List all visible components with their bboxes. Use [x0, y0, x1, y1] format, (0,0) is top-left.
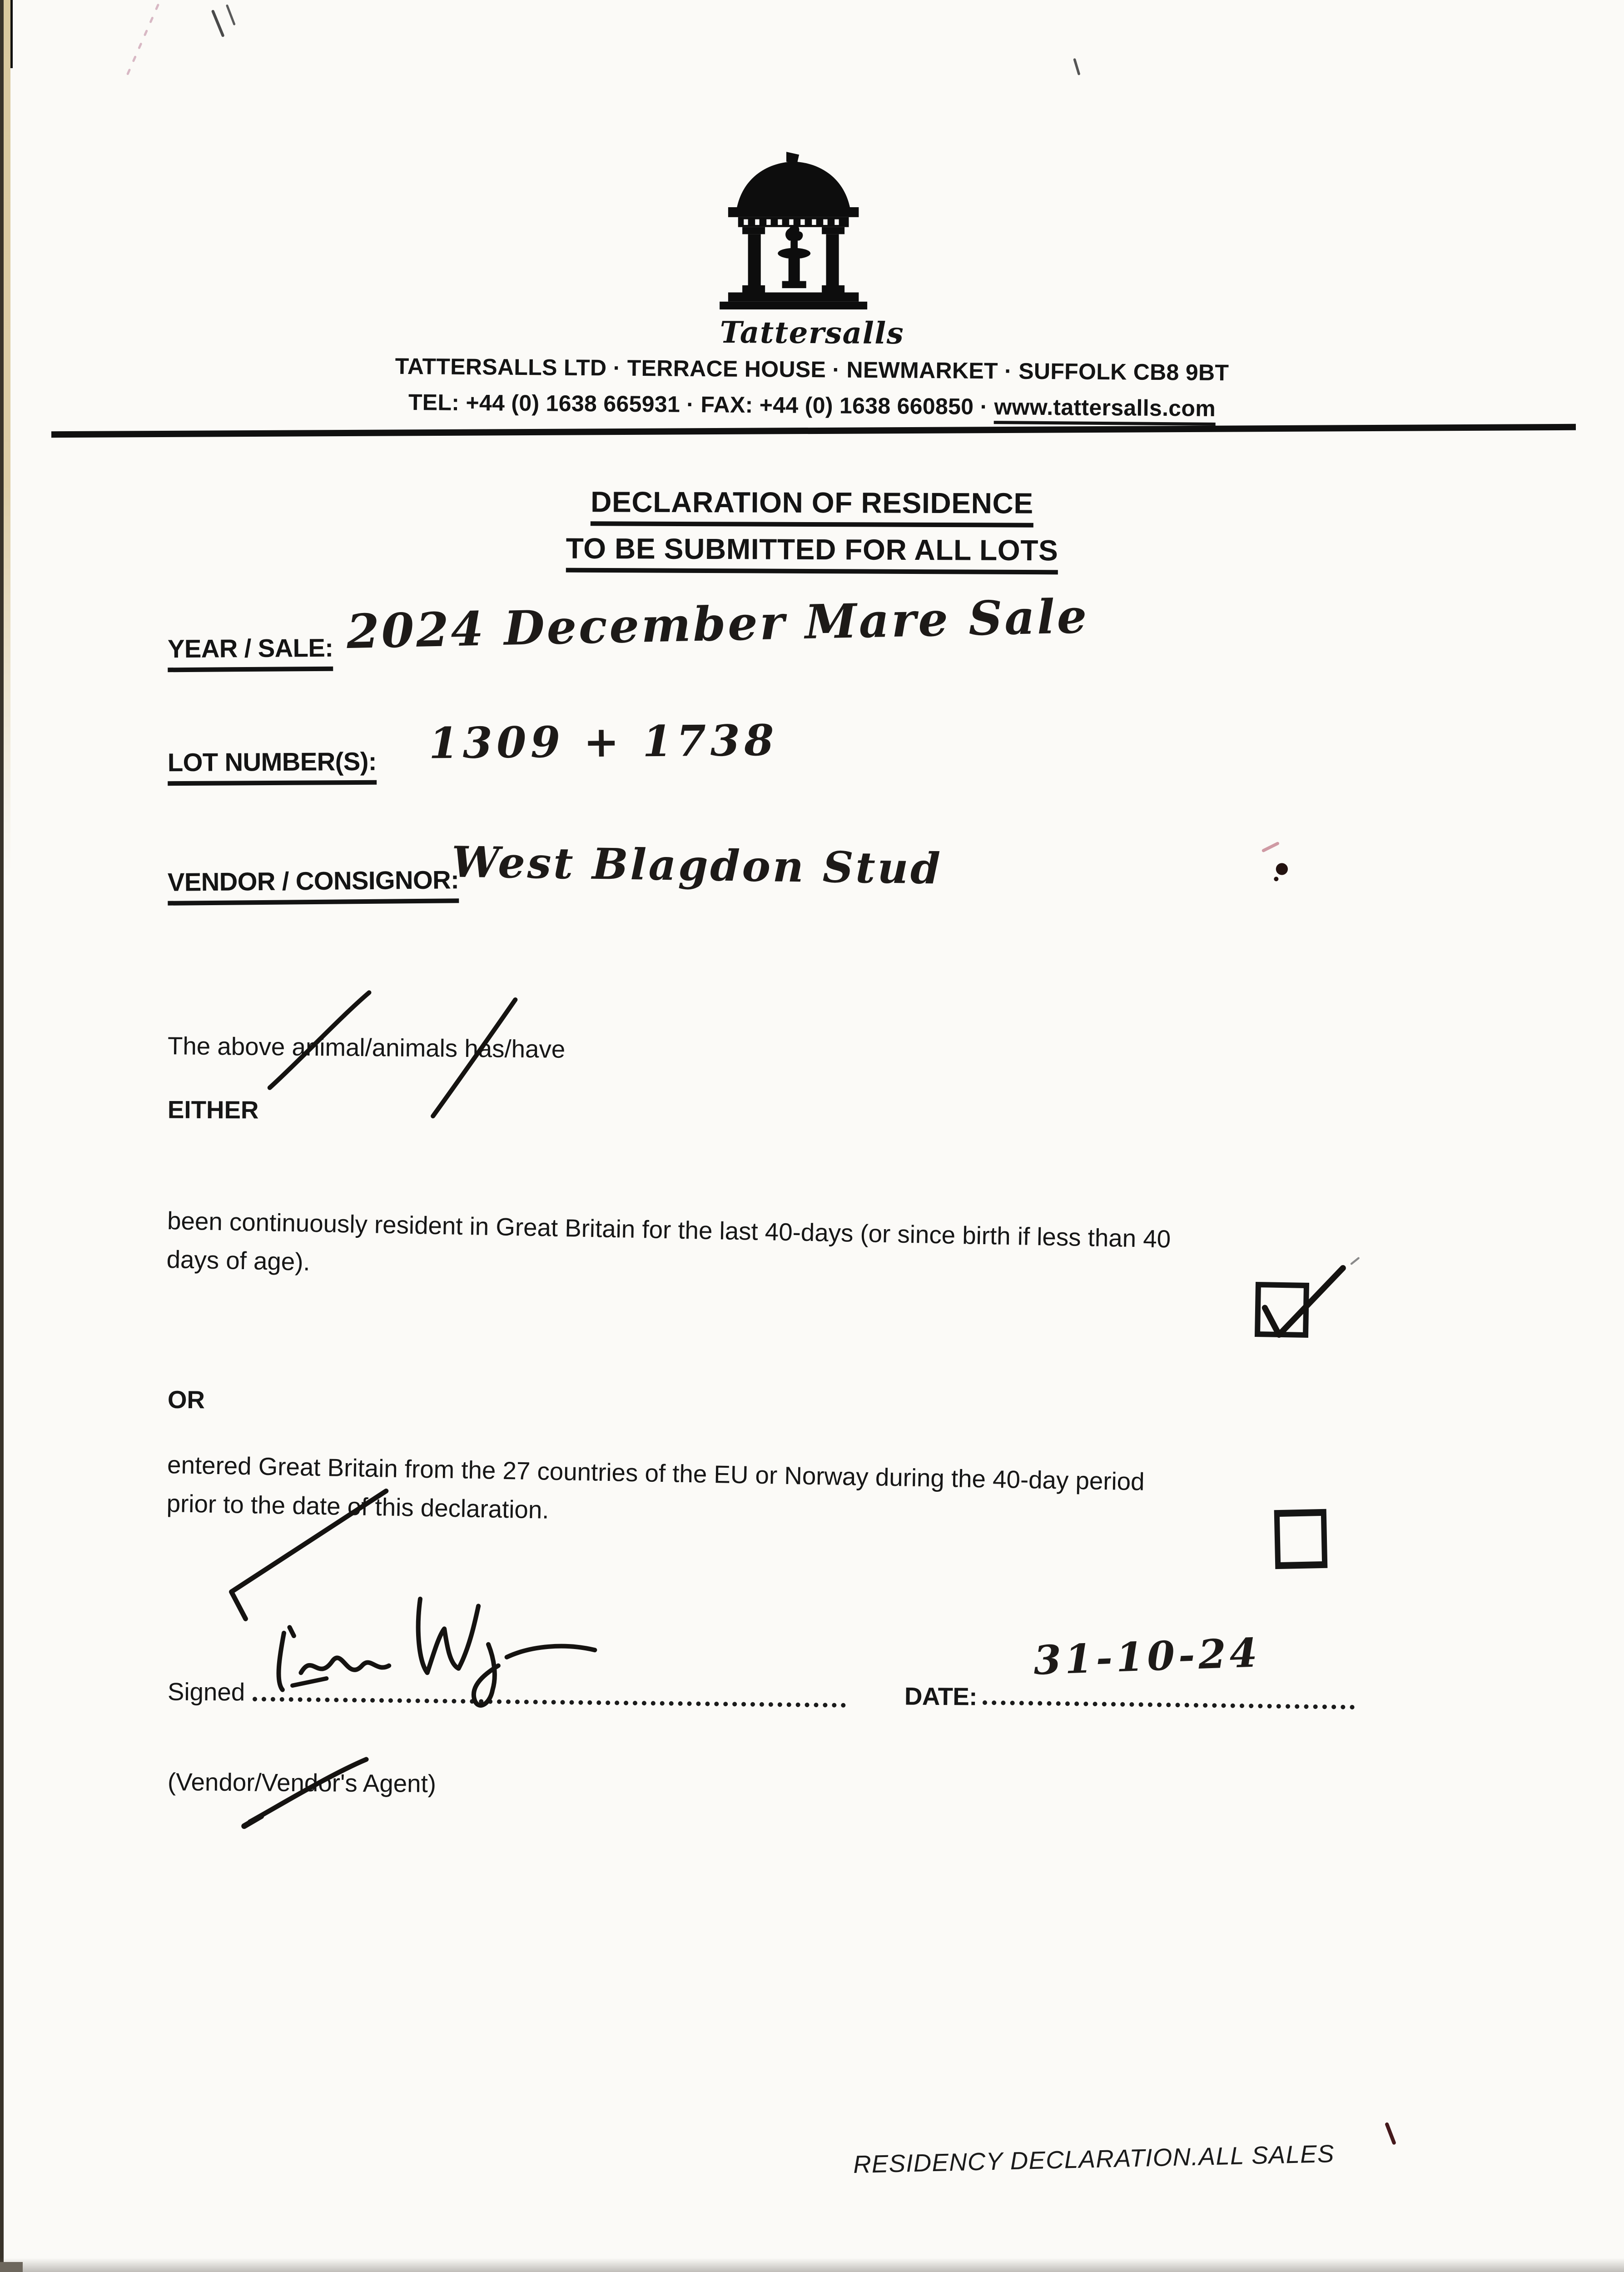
signature-lead-stroke [231, 1491, 386, 1619]
stray-tick-mark-top [1075, 60, 1079, 74]
stray-slash-mark-1 [213, 11, 223, 35]
year-sale-label: YEAR / SALE: [167, 633, 333, 672]
declaration-intro: The above animal/animals has/have [167, 1031, 566, 1063]
option2-line1: entered Great Britain from the 27 countries of the EU or Norway during the 40-day period [167, 1450, 1145, 1496]
vendor-agent-note: (Vendor/Vendor's Agent) [167, 1768, 436, 1798]
signature-scrawl [279, 1599, 595, 1705]
footer-apostrophe-mark [1387, 2124, 1394, 2143]
pen-strike-vendors [250, 1759, 366, 1822]
signature-underscore-dash [293, 1679, 327, 1686]
pen-strike-has [433, 1000, 515, 1116]
vendor-consignor-label: VENDOR / CONSIGNOR: [167, 865, 459, 906]
year-sale-value: 2024 December Mare Sale [346, 588, 1089, 659]
stray-slash-mark-2 [227, 6, 234, 25]
option1-line2: days of age). [166, 1245, 311, 1276]
ink-blot-satellite [1274, 877, 1278, 881]
signed-label: Signed [167, 1677, 245, 1706]
vendor-consignor-value: West Blagdon Stud [451, 837, 943, 894]
address-text: TATTERSALLS LTD · TERRACE HOUSE · NEWMARKET · SUFFOLK CB8 9BT [395, 354, 1229, 386]
tick-mark [1265, 1268, 1343, 1335]
date-value: 31-10-24 [1033, 1629, 1262, 1684]
option1-line1: been continuously resident in Great Britain for the last 40-days (or since birth if less than 40 [167, 1206, 1171, 1253]
pen-strike-animal [270, 992, 369, 1087]
form-title-line1: DECLARATION OF RESIDENCE [591, 485, 1033, 528]
lot-numbers-value: 1309 + 1738 [428, 715, 779, 769]
faint-pink-smear [1263, 843, 1277, 851]
form-title-line2: TO BE SUBMITTED FOR ALL LOTS [566, 532, 1058, 575]
option2-line2: prior to the date of this declaration. [166, 1489, 549, 1524]
either-label: EITHER [167, 1095, 259, 1124]
lot-numbers-label: LOT NUMBER(S): [168, 747, 377, 786]
website-link: www.tattersalls.com [994, 394, 1216, 426]
faint-mark-near-tick [1351, 1258, 1359, 1264]
ink-blot [1276, 863, 1288, 875]
brand-name: Tattersalls [720, 314, 904, 351]
footer-doc-ref: RESIDENCY DECLARATION.ALL SALES [853, 2139, 1335, 2178]
faint-pen-smudge-diagonal [128, 3, 159, 74]
contact-text: TEL: +44 (0) 1638 665931 · FAX: +44 (0) 1638 660850 · [408, 389, 988, 419]
date-label: DATE: [904, 1682, 977, 1711]
or-label: OR [167, 1385, 205, 1414]
